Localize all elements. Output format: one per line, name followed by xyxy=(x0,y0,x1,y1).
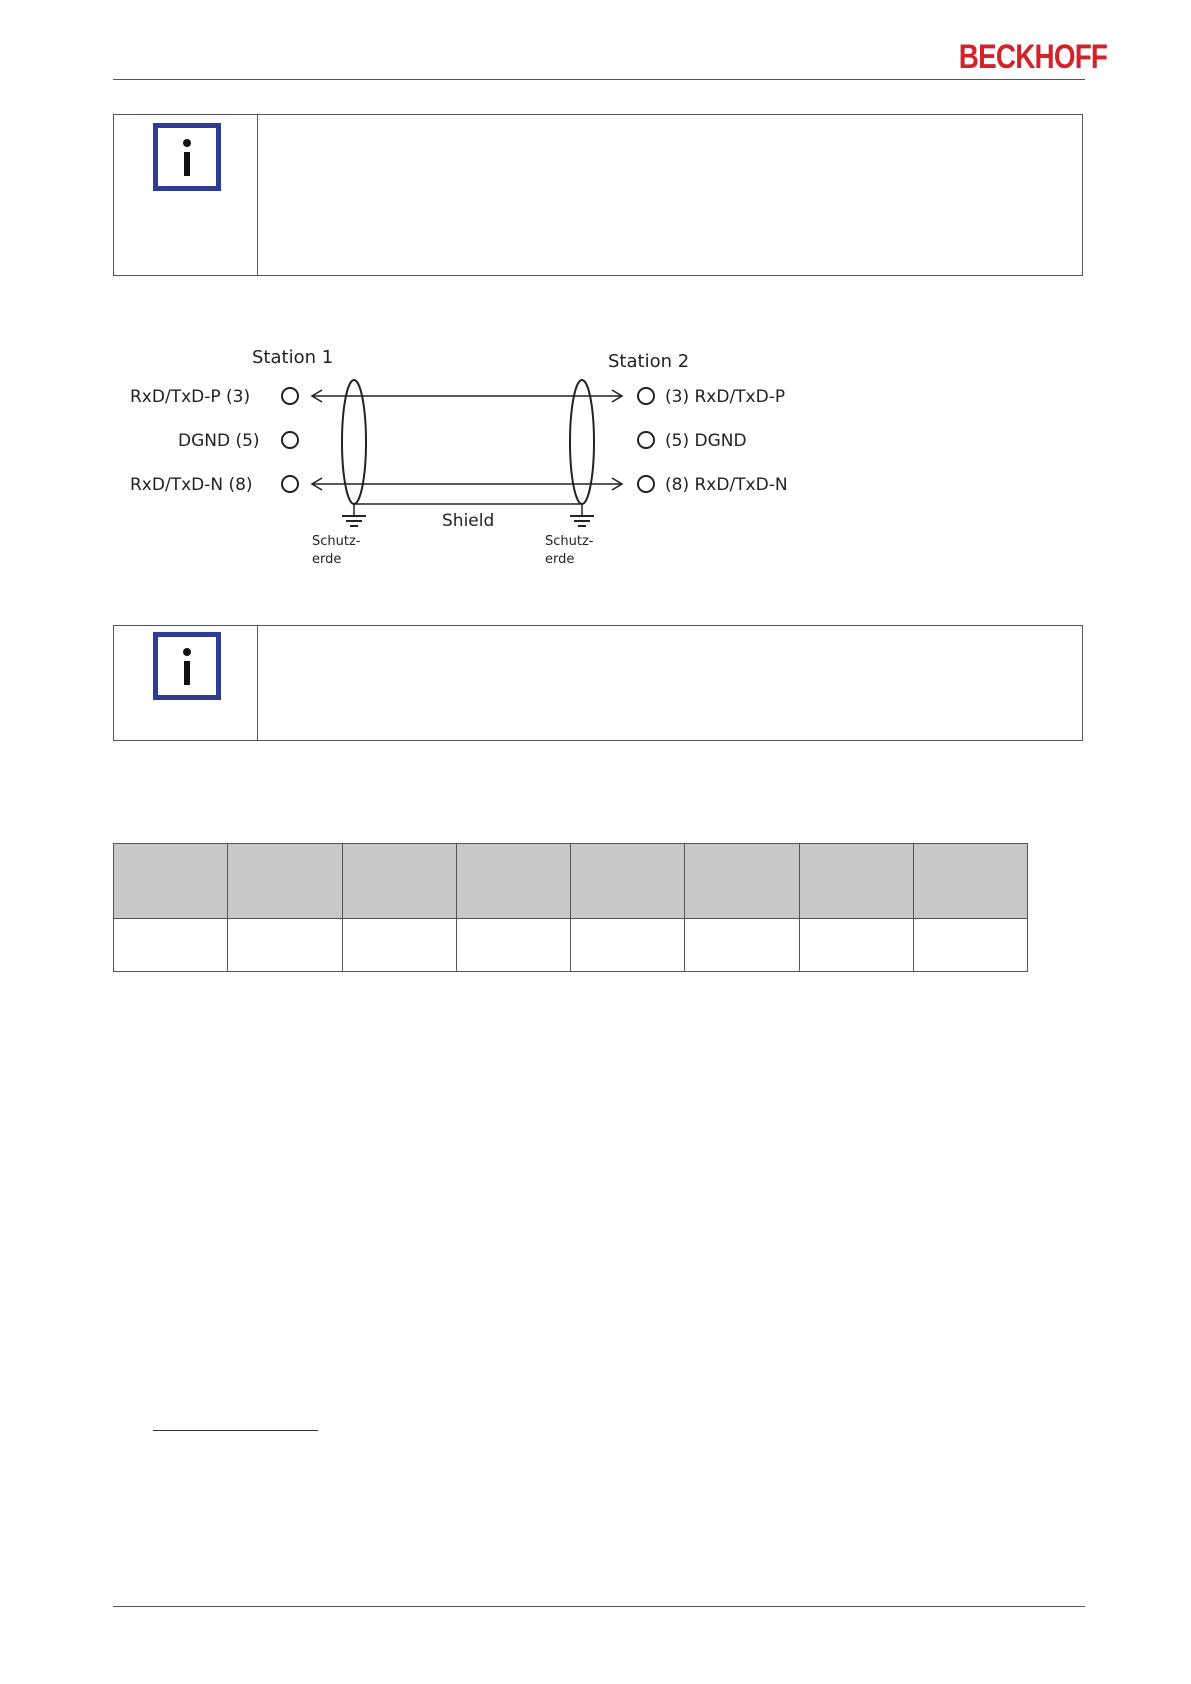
shield-ellipse-left xyxy=(342,380,366,504)
terminal-right-5 xyxy=(638,432,654,448)
table-header-cell xyxy=(685,844,799,919)
ground-label-left-2: erde xyxy=(312,552,342,567)
right-label-rxd-n: (8) RxD/TxD-N xyxy=(665,475,788,495)
footnote-rule xyxy=(153,1430,318,1431)
table-cell xyxy=(114,919,228,972)
table-header-row xyxy=(114,844,1028,919)
table-cell xyxy=(913,919,1027,972)
terminal-left-8 xyxy=(282,476,298,492)
table-cell xyxy=(799,919,913,972)
table-cell xyxy=(456,919,570,972)
ground-label-right-1: Schutz- xyxy=(545,534,594,549)
rs485-wiring-diagram xyxy=(130,330,810,590)
shield-label: Shield xyxy=(442,511,495,531)
left-label-rxd-p: RxD/TxD-P (3) xyxy=(130,387,251,407)
note-icon-column xyxy=(114,626,258,740)
table-header-cell xyxy=(913,844,1027,919)
terminal-right-3 xyxy=(638,388,654,404)
table-cell xyxy=(228,919,342,972)
right-label-rxd-p: (3) RxD/TxD-P xyxy=(665,387,786,407)
footer-rule xyxy=(113,1606,1085,1607)
station1-label: Station 1 xyxy=(252,347,334,368)
right-label-dgnd: (5) DGND xyxy=(665,431,747,451)
table-header-cell xyxy=(342,844,456,919)
shield-ellipse-right xyxy=(570,380,594,504)
table-row xyxy=(114,919,1028,972)
ground-symbol-right xyxy=(570,504,594,526)
terminal-right-8 xyxy=(638,476,654,492)
info-note-2 xyxy=(113,625,1083,741)
info-icon xyxy=(153,123,221,191)
terminal-left-3 xyxy=(282,388,298,404)
ground-symbol-left xyxy=(342,504,366,526)
terminal-left-5 xyxy=(282,432,298,448)
header-rule xyxy=(113,79,1085,80)
table-header-cell xyxy=(114,844,228,919)
left-label-dgnd: DGND (5) xyxy=(178,431,260,451)
table-header-cell xyxy=(799,844,913,919)
left-label-rxd-n: RxD/TxD-N (8) xyxy=(130,475,253,495)
info-icon xyxy=(153,632,221,700)
beckhoff-logo: BECKHOFF xyxy=(958,38,1108,76)
table-header-cell xyxy=(571,844,685,919)
ground-label-right-2: erde xyxy=(545,552,575,567)
table-header-cell xyxy=(228,844,342,919)
note-icon-column xyxy=(114,115,258,275)
spec-table xyxy=(113,843,1028,972)
ground-label-left-1: Schutz- xyxy=(312,534,361,549)
table-cell xyxy=(571,919,685,972)
table-header-cell xyxy=(456,844,570,919)
station2-label: Station 2 xyxy=(608,351,690,372)
table-cell xyxy=(685,919,799,972)
info-note-1 xyxy=(113,114,1083,276)
table-cell xyxy=(342,919,456,972)
